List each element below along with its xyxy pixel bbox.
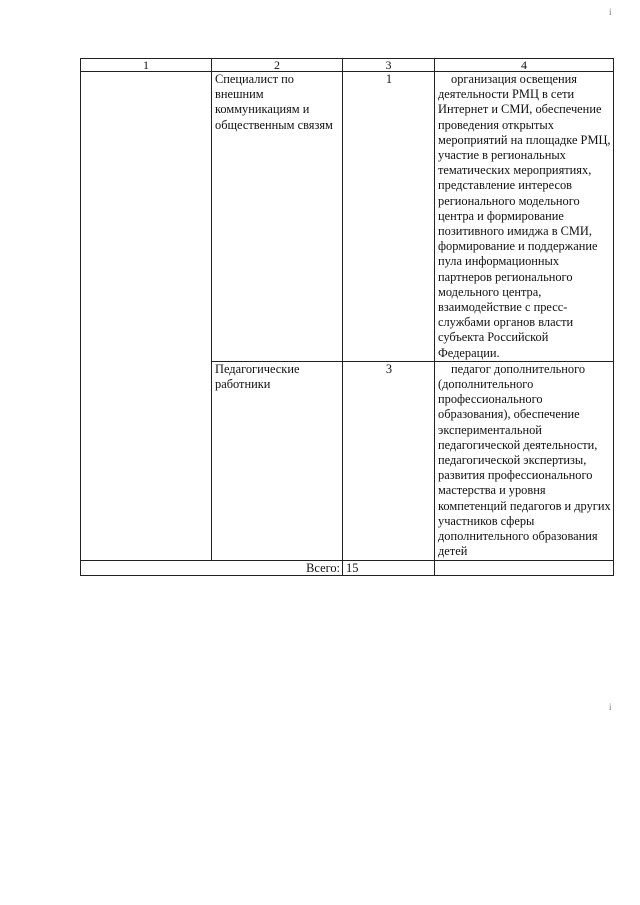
description-text: организация освещения деятельности РМЦ в сети Интернет и СМИ, обеспечение проведения открытых мероприятий на площадке РМЦ, участие в региональных тематических мероприятиях, представление интересов регионального модельного центра и формирование позитивного имиджа в СМИ, формирование и поддержание пула информационных партнеров регионального модельного центра, взаимодействие с пресс-службами органов власти субъекта Российской Федерации. — [438, 72, 611, 360]
role-cell: Педагогические работники — [212, 361, 343, 560]
page-mark-middle: i — [609, 702, 612, 712]
column-number-1: 1 — [81, 59, 212, 72]
page-mark-top: i — [609, 7, 612, 17]
column-number-2: 2 — [212, 59, 343, 72]
total-empty-cell — [435, 560, 614, 575]
description-cell — [435, 72, 614, 362]
merged-empty-cell — [81, 72, 212, 561]
total-value: 15 — [343, 560, 435, 575]
description-text: педагог дополнительного (дополнительного профессионального образования), обеспечение экспериментальной педагогической деятельности, педагогической экспертизы, развития профессионального мастерства и уровня компетенций педагогов и других участников сферы дополнительного образования детей — [438, 361, 611, 559]
role-cell: Специалист по внешним коммуникациям и общественным связям — [212, 72, 343, 362]
table-header-row — [81, 59, 614, 72]
column-number-4: 4 — [435, 59, 614, 72]
total-label: Всего: — [81, 560, 343, 575]
total-row — [81, 560, 614, 575]
description-cell — [435, 361, 614, 560]
count-cell: 1 — [343, 72, 435, 362]
column-number-3: 3 — [343, 59, 435, 72]
count-cell: 3 — [343, 361, 435, 560]
table-row — [81, 72, 614, 362]
staff-table — [80, 58, 614, 576]
